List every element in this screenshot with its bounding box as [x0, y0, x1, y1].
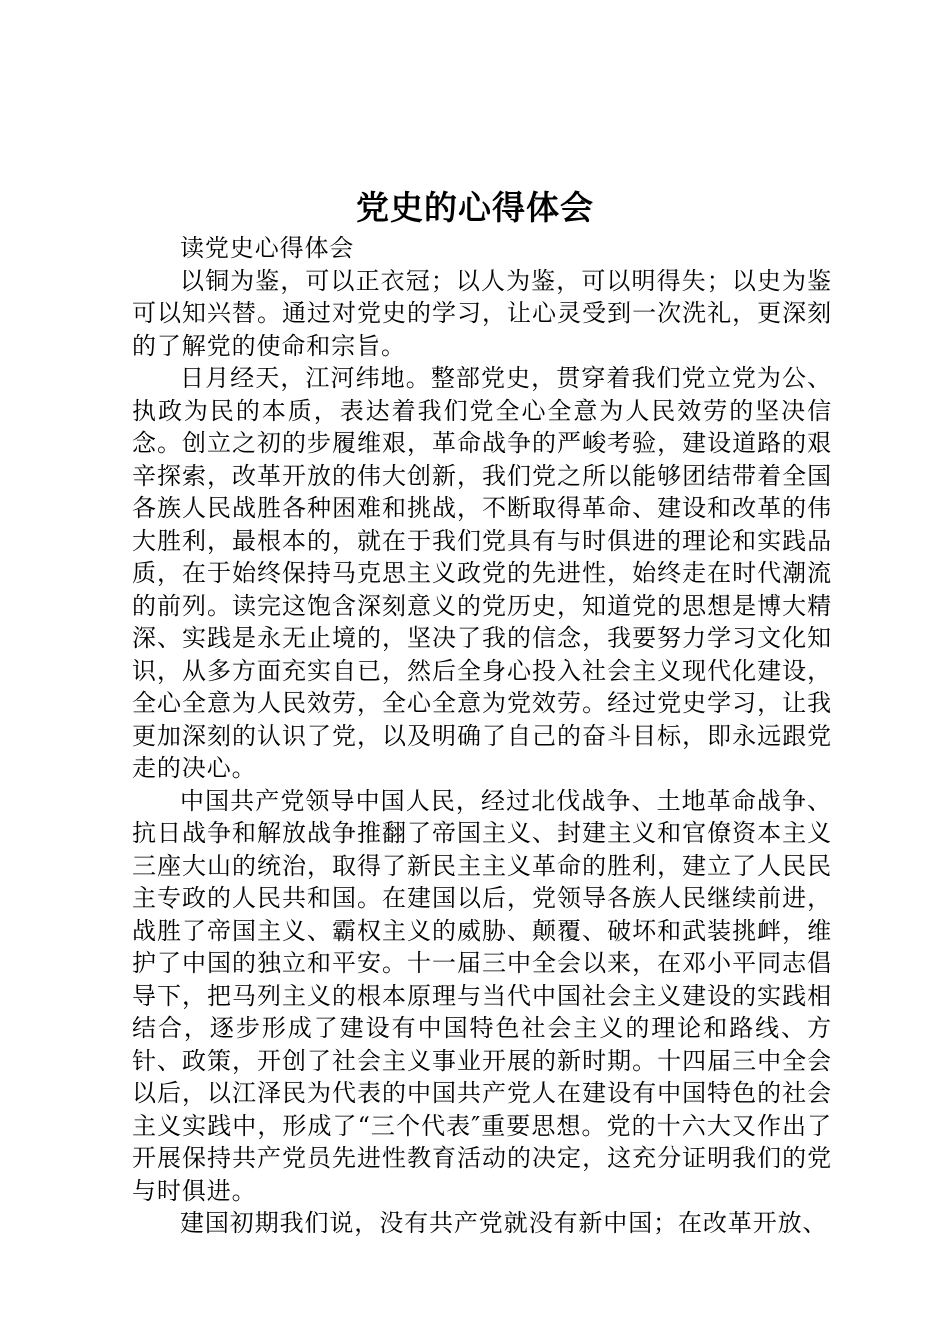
paragraph: 以铜为鉴，可以正衣冠；以人为鉴，可以明得失；以史为鉴可以知兴替。通过对党史的学习，让心灵受到一次洗礼，更深刻的了解党的使命和宗旨。 — [132, 266, 832, 360]
paragraph: 日月经天，江河纬地。整部党史，贯穿着我们党立党为公、执政为民的本质，表达着我们党全心全意为人民效劳的坚决信念。创立之初的步履维艰，革命战争的严峻考验，建设道路的艰辛探索，改革开放的伟大创新，我们党之所以能够团结带着全国各族人民战胜各种困难和挑战，不断取得革命、建设和改革的伟大胜利，最根本的，就在于我们党具有与时俱进的理论和实践品质，在于始终保持马克思主义政党的先进性，始终走在时代潮流的前列。读完这饱含深刻意义的党历史，知道党的思想是博大精深、实践是永无止境的，坚决了我的信念，我要努力学习文化知识，从多方面充实自已，然后全身心投入社会主义现代化建设，全心全意为人民效劳，全心全意为党效劳。经过党史学习，让我更加深刻的认识了党，以及明确了自己的奋斗目标，即永远跟党走的决心。 — [132, 364, 832, 782]
paragraph-subtitle: 读党史心得体会 — [180, 234, 355, 262]
document-body — [132, 232, 832, 1240]
paragraph: 中国共产党领导中国人民，经过北伐战争、土地革命战争、抗日战争和解放战争推翻了帝国主义、封建主义和官僚资本主义三座大山的统治，取得了新民主主义革命的胜利，建立了人民民主专政的人民共和国。在建国以后，党领导各族人民继续前进，战胜了帝国主义、霸权主义的威胁、颠覆、破坏和武装挑衅，维护了中国的独立和平安。十一届三中全会以来，在邓小平同志倡导下，把马列主义的根本原理与当代中国社会主义建设的实践相结合，逐步形成了建设有中国特色社会主义的理论和路线、方针、政策，开创了社会主义事业开展的新时期。十四届三中全会以后，以江泽民为代表的中国共产党人在建设有中国特色的社会主义实践中，形成了“三个代表″重要思想。党的十六大又作出了开展保持共产党员先进性教育活动的决定，这充分证明我们的党与时俱进。 — [132, 786, 832, 1205]
document-title: 党史的心得体会 — [356, 188, 594, 227]
paragraph: 建国初期我们说，没有共产党就没有新中国；在改革开放、 — [180, 1209, 828, 1237]
